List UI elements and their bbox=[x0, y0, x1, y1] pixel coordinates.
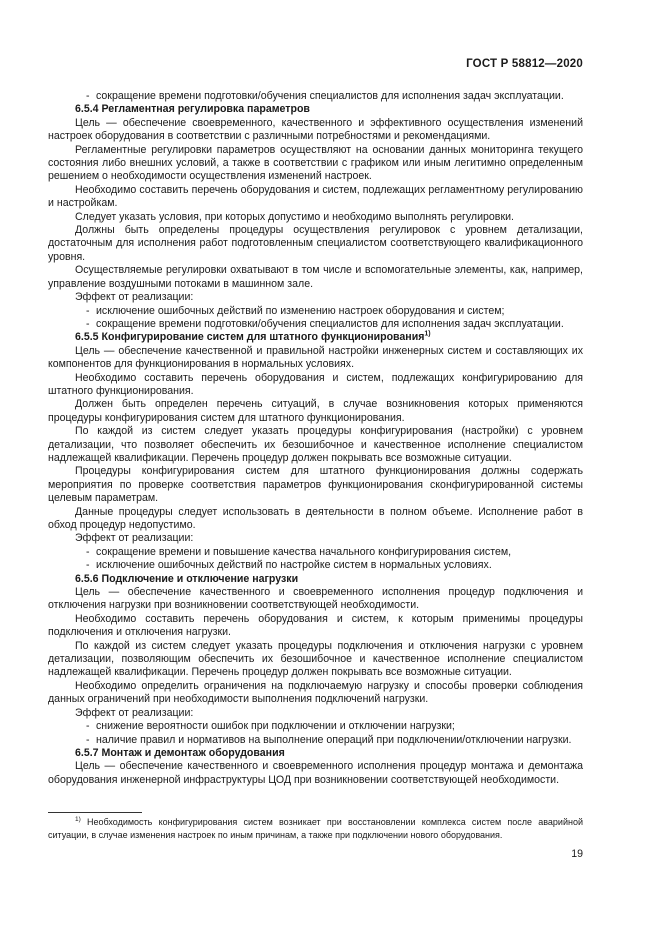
para-text: Процедуры конфигурирования систем для штатного функционирования должны содержать мероприятия по проверке соответствия параметров функционирования сконфигурированной системы целевым параметрам. bbox=[48, 465, 583, 505]
para-text: Должен быть определен перечень ситуаций, в случае возникновения которых применяются процедуры конфигурирования систем для штатного функционирования. bbox=[48, 398, 583, 424]
para-text: Эффект от реализации: bbox=[75, 706, 194, 719]
paragraph bbox=[48, 707, 583, 720]
section-heading bbox=[48, 331, 583, 344]
footnote-marker: 1) bbox=[75, 816, 81, 823]
paragraph bbox=[48, 184, 583, 211]
para-text: По каждой из систем следует указать процедуры конфигурирования (настройки) с уровнем детализации, что позволяет обеспечить их безошибочное и качественное исполнение специалистом надлежащей квалификации. Перечень процедур должен покрывать все возможные ситуации. bbox=[48, 425, 583, 464]
list-item bbox=[48, 546, 583, 559]
paragraph bbox=[48, 506, 583, 533]
list-item bbox=[48, 305, 583, 318]
paragraph bbox=[48, 144, 583, 184]
page-body bbox=[48, 90, 583, 787]
heading-text: 6.5.6 Подключение и отключение нагрузки bbox=[75, 572, 299, 585]
section-heading bbox=[48, 103, 583, 116]
para-text: Следует указать условия, при которых допустимо и необходимо выполнять регулировки. bbox=[75, 210, 514, 223]
paragraph bbox=[48, 211, 583, 224]
para-text: Необходимо определить ограничения на подключаемую нагрузку и способы проверки соблюдения данных ограничений при необходимости выполнения подключений нагрузки. bbox=[48, 679, 583, 706]
list-item bbox=[48, 559, 583, 572]
footnote-text: Необходимость конфигурирования систем возникает при восстановлении комплекса систем после аварийной ситуации, в случае изменения настроек по иным причинам, а также при подключении нового оборудования. bbox=[48, 817, 583, 840]
bullet-text: исключение ошибочных действий по настройке систем в нормальных условиях. bbox=[96, 559, 492, 572]
list-item bbox=[48, 318, 583, 331]
para-text: Необходимо составить перечень оборудования и систем, подлежащих регламентному регулированию и настройкам. bbox=[48, 183, 583, 210]
heading-text: 6.5.5 Конфигурирование систем для штатного функционирования bbox=[75, 331, 425, 344]
bullet-text: сокращение времени подготовки/обучения специалистов для исполнения задач эксплуатации. bbox=[96, 90, 564, 102]
heading-text: 6.5.7 Монтаж и демонтаж оборудования bbox=[75, 746, 285, 759]
paragraph bbox=[48, 224, 583, 264]
bullet-text: исключение ошибочных действий по изменению настроек оборудования и систем; bbox=[96, 304, 505, 317]
paragraph bbox=[48, 586, 583, 613]
heading-text: 6.5.4 Регламентная регулировка параметров bbox=[75, 103, 310, 116]
paragraph bbox=[48, 117, 583, 144]
list-item bbox=[48, 720, 583, 733]
document-header: ГОСТ Р 58812—2020 bbox=[466, 58, 583, 70]
para-text: Цель — обеспечение качественного и своевременного исполнения процедур монтажа и демонтажа оборудования инженерной инфраструктуры ЦОД при возникновении соответствующей необходимости. bbox=[48, 760, 583, 786]
paragraph bbox=[48, 613, 583, 640]
bullet-text: наличие правил и нормативов на выполнение операций при подключении/отключении нагрузки. bbox=[96, 733, 572, 746]
para-text: Регламентные регулировки параметров осуществляют на основании данных мониторинга текущего состояния либо внешних условий, а также в соответствии с графиком или иным легитимно определенным решением о необходимости осуществления изменений настроек. bbox=[48, 143, 583, 183]
list-item bbox=[48, 734, 583, 747]
bullet-text: сокращение времени подготовки/обучения специалистов для исполнения задач эксплуатации. bbox=[96, 317, 564, 330]
paragraph bbox=[48, 465, 583, 505]
paragraph bbox=[48, 532, 583, 545]
para-text: Цель — обеспечение качественного и своевременного исполнения процедур подключения и отключения нагрузки при возникновении соответствующей необходимости. bbox=[48, 586, 583, 612]
paragraph bbox=[48, 372, 583, 399]
bullet-text: сокращение времени и повышение качества начального конфигурирования систем, bbox=[96, 545, 512, 558]
para-text: Цель — обеспечение качественной и правильной настройки инженерных систем и составляющих их компонентов для функционирования в нормальных условиях. bbox=[48, 344, 583, 371]
paragraph bbox=[48, 264, 583, 291]
paragraph bbox=[48, 425, 583, 465]
footnote-divider bbox=[48, 812, 142, 813]
paragraph bbox=[48, 345, 583, 372]
footnote bbox=[48, 816, 583, 841]
para-text: Данные процедуры следует использовать в деятельности в полном объеме. Исполнение работ в обход процедур недопустимо. bbox=[48, 505, 583, 531]
para-text: Эффект от реализации: bbox=[75, 291, 194, 304]
section-heading bbox=[48, 747, 583, 760]
para-text: Цель — обеспечение своевременного, качественного и эффективного осуществления изменений настроек оборудования в соответствии с различными потребностями и рекомендациями. bbox=[48, 116, 583, 143]
para-text: Эффект от реализации: bbox=[75, 532, 194, 545]
paragraph bbox=[48, 760, 583, 787]
para-text: Необходимо составить перечень оборудования и систем, к которым применимы процедуры подключения и отключения нагрузки. bbox=[48, 612, 583, 639]
paragraph bbox=[48, 398, 583, 425]
para-text: Необходимо составить перечень оборудования и систем, подлежащих конфигурированию для штатного функционирования. bbox=[48, 371, 583, 397]
para-text: Осуществляемые регулировки охватывают в том числе и вспомогательные элементы, как, например, управление воздушными потоками в машинном зале. bbox=[48, 264, 583, 290]
page-number: 19 bbox=[571, 848, 583, 860]
paragraph bbox=[48, 291, 583, 304]
para-text: Должны быть определены процедуры осуществления регулировок с уровнем детализации, достаточным для исполнения работ подготовленным специалистом соответствующего квалификационного уровня. bbox=[48, 224, 583, 263]
para-text: По каждой из систем следует указать процедуры подключения и отключения нагрузки с уровнем детализации, позволяющим обеспечить их безошибочное и качественное исполнение специалистом надлежащей квалификации. Перечень процедур должен покрывать все возможные ситуации. bbox=[48, 639, 583, 679]
bullet-text: снижение вероятности ошибок при подключении и отключении нагрузки; bbox=[96, 720, 455, 733]
paragraph bbox=[48, 680, 583, 707]
list-item bbox=[48, 90, 583, 103]
section-heading bbox=[48, 573, 583, 586]
footnote-reference: 1) bbox=[424, 330, 431, 338]
paragraph bbox=[48, 640, 583, 680]
